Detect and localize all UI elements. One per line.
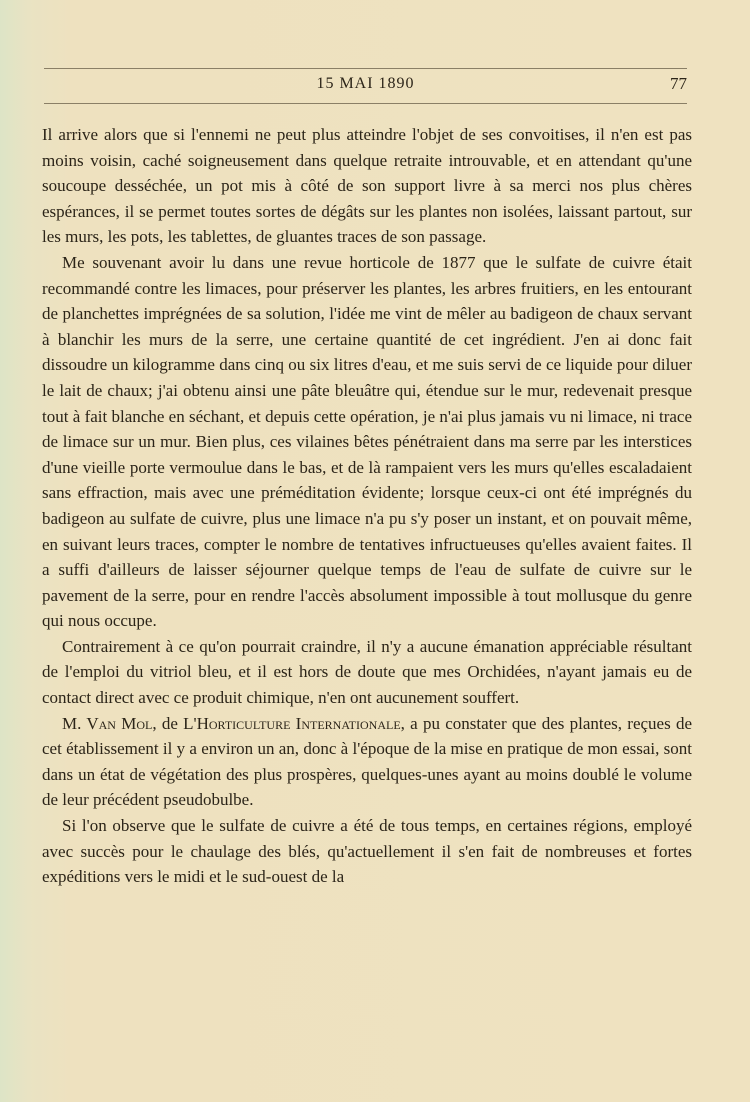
paragraph-text: , de — [152, 713, 184, 733]
paragraph-text: , a pu constater que des plantes, reçues de cet établissement il y a environ un an, donc à l'époque de la mise en pratique de mon essai, sont dans un état de végétation des plus prospères, quelques-unes ayant au moins doublé le volume de leur précédent pseudobulbe. — [42, 713, 693, 810]
page-number: 77 — [670, 74, 687, 93]
paragraph — [42, 711, 692, 813]
paragraph: Contrairement à ce qu'on pourrait craindre, il n'y a aucune émanation appréciable résultant de l'emploi du vitriol bleu, et il est hors de doute que mes Orchidées, n'ayant jamais eu de contact direct avec ce produit chimique, n'en ont aucunement souffert. — [42, 636, 692, 708]
organization-name: L'Horticulture Internationale — [183, 713, 401, 733]
paragraph: Il arrive alors que si l'ennemi ne peut plus atteindre l'objet de ses convoitises, il n'en est pas moins voisin, caché soigneusement dans quelque retraite introuvable, et en attendant qu'une soucoupe desséchée, un pot mis à côté de son support livre à sa merci nos plus chères espérances, il se permet toutes sortes de dégâts sur les plantes non isolées, laissant partout, sur les murs, les pots, les tablettes, de gluantes traces de son passage. — [42, 125, 692, 247]
paragraph: Me souvenant avoir lu dans une revue horticole de 1877 que le sulfate de cuivre était recommandé contre les limaces, pour préserver les plantes, les arbres fruitiers, en les entourant de planchettes imprégnées de sa solution, l'idée me vint de mêler au badigeon de chaux servant à blanchir les murs de la serre, une certaine quantité de cet ingrédient. J'en ai donc fait dissoudre un kilogramme dans cinq ou six litres d'eau, et me suis servi de ce liquide pour diluer le lait de chaux; j'ai obtenu ainsi une pâte bleuâtre qui, étendue sur le mur, redevenait presque tout à fait blanche en séchant, et depuis cette opération, je n'ai plus jamais vu ni limace, ni trace de limace sur un mur. Bien plus, ces vilaines bêtes pénétraient dans ma serre par les interstices d'une vieille porte vermoulue dans le bas, et de là rampaient vers les murs qu'elles escaladaient sans effraction, mais avec une préméditation évidente; lorsque ceux-ci ont été imprégnés du badigeon au sulfate de cuivre, plus une limace n'a pu s'y poser un instant, et on pouvait même, en suivant leurs traces, compter le nombre de tentatives infructueuses qu'elles avaient faites. Il a suffi d'ailleurs de laisser séjourner quelque temps de l'eau de sulfate de cuivre sur le pavement de la serre, pour en rendre l'accès absolument impossible à tout mollusque du genre qui nous occupe. — [42, 252, 692, 631]
paragraph: Si l'on observe que le sulfate de cuivre a été de tous temps, en certaines régions, employé avec succès pour le chaulage des blés, qu'actuellement il s'en fait de nombreuses et fortes expéditions vers le midi et le sud-ouest de la — [42, 816, 692, 887]
header-date: 15 MAI 1890 — [316, 75, 415, 92]
person-name: M. Van Mol — [62, 713, 153, 733]
running-header — [44, 68, 687, 104]
article-body — [42, 122, 692, 890]
